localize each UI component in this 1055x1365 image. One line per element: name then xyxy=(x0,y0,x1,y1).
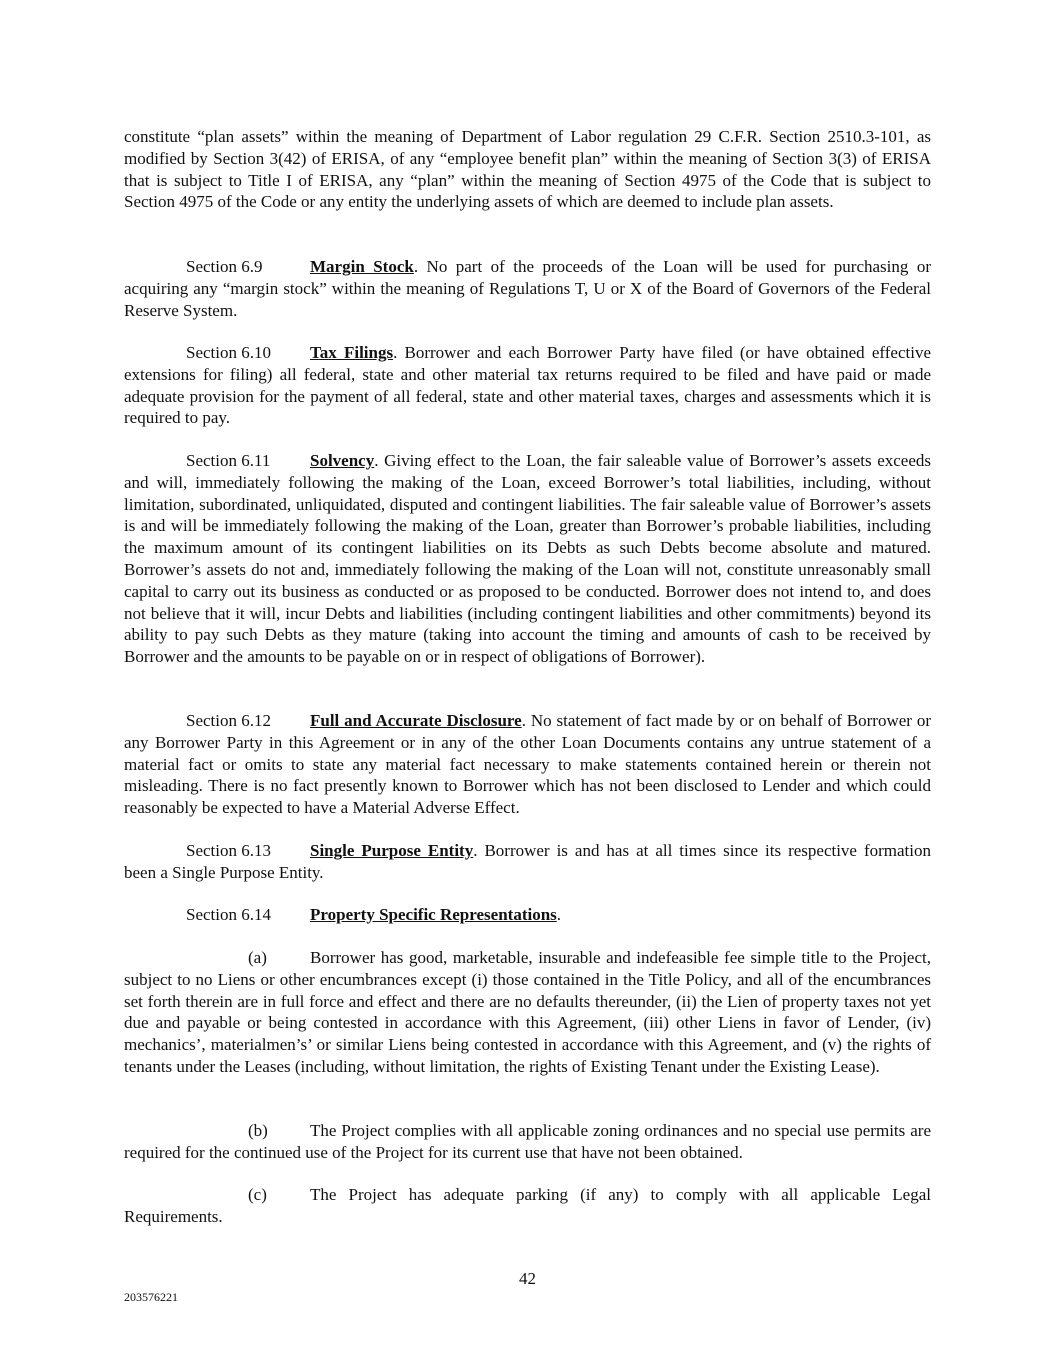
paragraph-erisa-continuation: constitute “plan assets” within the meaning of Department of Labor regulation 29 C.F.R. Section 2510.3-101, as modified by Section 3(42) of ERISA, of any “employee benefit plan” within the meaning of Section 3(3) of ERISA that is subject to Title I of ERISA, any “plan” within the meaning of Section 4975 of the Code that is subject to Section 4975 of the Code or any entity the underlying assets of which are deemed to include plan assets. xyxy=(124,127,931,212)
section-number: Section 6.14 xyxy=(186,905,271,924)
subsection-label: (c) xyxy=(248,1185,267,1204)
section-heading: Tax Filings xyxy=(310,343,394,362)
subsection-text: The Project complies with all applicable zoning ordinances and no special use permits are required for the continued use of the Project for its current use that have not been obtained. xyxy=(124,1121,931,1162)
section-text: . Borrower and each Borrower Party have filed (or have obtained effective extensions for filing) all federal, state and other material tax returns required to be filed and have paid or made adequate provision for the payment of all federal, state and other material taxes, charges and assessments which it is required to pay. xyxy=(124,343,931,428)
page-number: 42 xyxy=(519,1269,536,1288)
section-number: Section 6.9 xyxy=(186,257,263,276)
subsection-label: (a) xyxy=(248,948,267,967)
section-text: . No statement of fact made by or on behalf of Borrower or any Borrower Party in this Agreement or in any of the other Loan Documents contains any untrue statement of a material fact or omits to state any material fact necessary to make statements contained herein or therein not misleading. There is no fact presently known to Borrower which has not been disclosed to Lender and which could reasonably be expected to have a Material Adverse Effect. xyxy=(124,711,931,818)
section-6-9 xyxy=(124,256,931,321)
section-number: Section 6.10 xyxy=(186,343,271,362)
section-text: . xyxy=(556,905,562,924)
section-heading: Margin Stock xyxy=(310,257,414,276)
section-number: Section 6.11 xyxy=(186,451,271,470)
subsection-label: (b) xyxy=(248,1121,268,1140)
section-6-11 xyxy=(124,450,931,668)
subsection-text: The Project has adequate parking (if any) to comply with all applicable Legal Requirements. xyxy=(124,1185,931,1226)
section-heading: Full and Accurate Disclosure xyxy=(310,711,522,730)
subsection-b xyxy=(124,1120,931,1164)
subsection-text: Borrower has good, marketable, insurable and indefeasible fee simple title to the Project, subject to no Liens or other encumbrances except (i) those contained in the Title Policy, and all of the encumbrances set forth therein are in full force and effect and there are no defaults thereunder, (ii) the Lien of property taxes not yet due and payable or being contested in accordance with this Agreement, (iii) other Liens in favor of Lender, (iv) mechanics’, materialmen’s’ or similar Liens being contested in accordance with this Agreement, and (v) the rights of tenants under the Leases (including, without limitation, the rights of Existing Tenant under the Existing Lease). xyxy=(124,948,931,1076)
subsection-c xyxy=(124,1184,931,1228)
section-6-12 xyxy=(124,710,931,819)
section-6-14 xyxy=(124,904,931,926)
section-number: Section 6.13 xyxy=(186,841,271,860)
section-text: . Giving effect to the Loan, the fair saleable value of Borrower’s assets exceeds and will, immediately following the making of the Loan, exceed Borrower’s total liabilities, including, without limitation, subordinated, unliquidated, disputed and contingent liabilities. The fair saleable value of Borrower’s assets is and will be immediately following the making of the Loan, greater than Borrower’s probable liabilities, including the maximum amount of its contingent liabilities on its Debts as such Debts become absolute and matured. Borrower’s assets do not and, immediately following the making of the Loan will not, constitute unreasonably small capital to carry out its business as conducted or as proposed to be conducted. Borrower does not intend to, and does not believe that it will, incur Debts and liabilities (including contingent liabilities and other commitments) beyond its ability to pay such Debts as they mature (taking into account the timing and amounts of cash to be received by Borrower and the amounts to be payable on or in respect of obligations of Borrower). xyxy=(124,451,931,667)
section-heading: Property Specific Representations xyxy=(310,905,557,924)
document-id: 203576221 xyxy=(124,1290,178,1304)
subsection-a xyxy=(124,947,931,1078)
section-number: Section 6.12 xyxy=(186,711,271,730)
section-6-13 xyxy=(124,840,931,884)
section-text: . No part of the proceeds of the Loan will be used for purchasing or acquiring any “margin stock” within the meaning of Regulations T, U or X of the Board of Governors of the Federal Reserve System. xyxy=(124,257,932,320)
section-heading: Solvency xyxy=(310,451,375,470)
section-heading: Single Purpose Entity xyxy=(310,841,474,860)
section-6-10 xyxy=(124,342,931,429)
section-text: . Borrower is and has at all times since its respective formation been a Single Purpose Entity. xyxy=(124,841,931,882)
